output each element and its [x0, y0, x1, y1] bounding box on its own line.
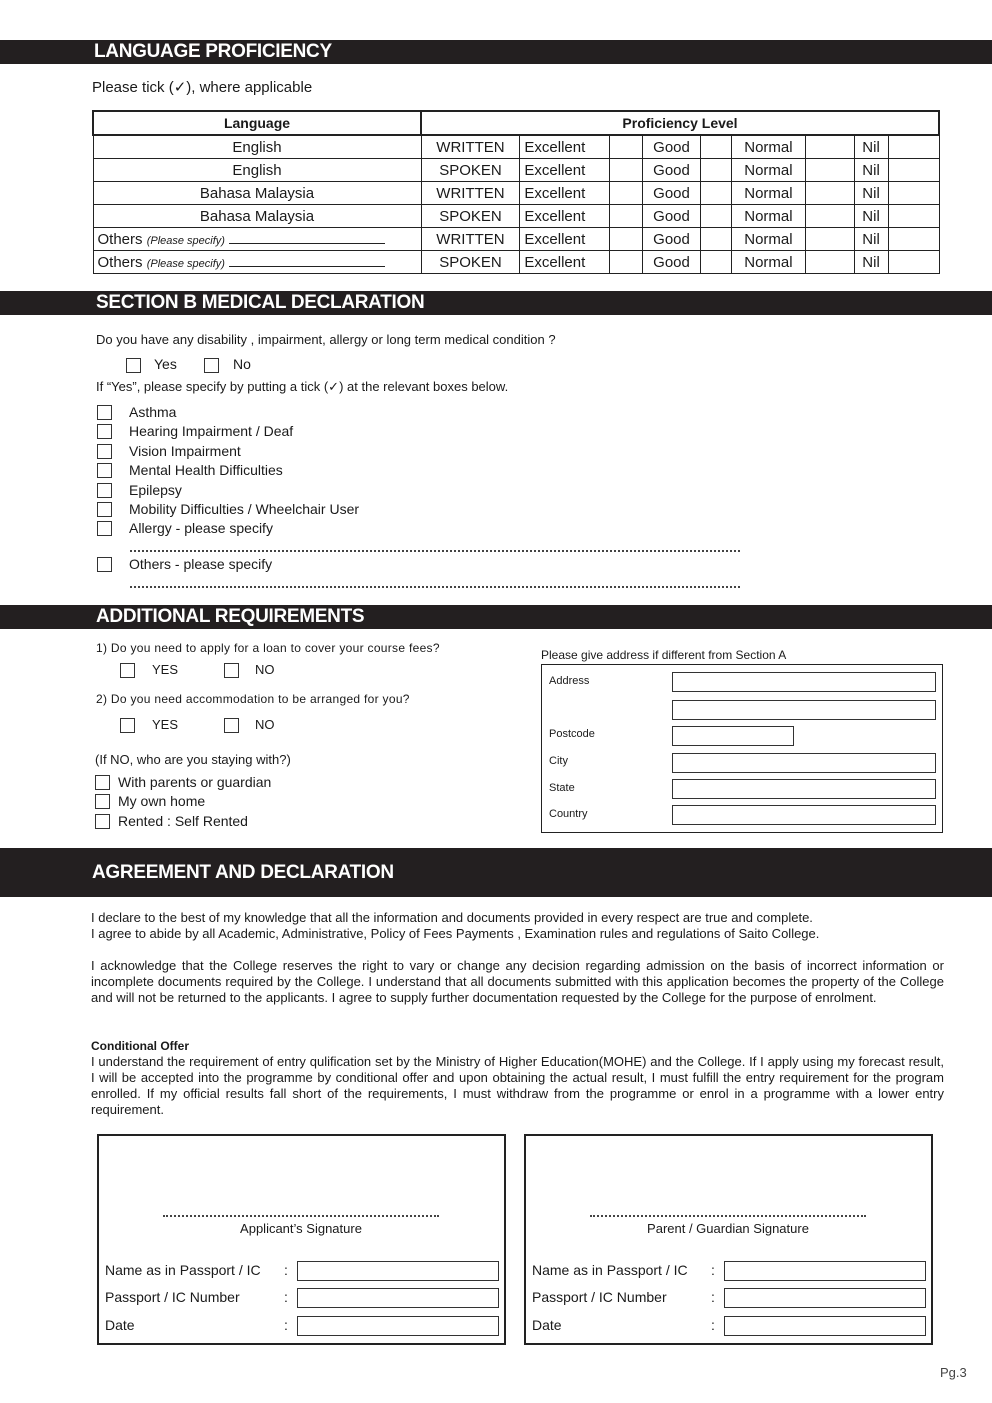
level-excellent-tick-box[interactable]	[609, 135, 642, 159]
state-label: State	[549, 782, 575, 794]
level-good-tick-box[interactable]	[701, 182, 732, 205]
declaration-line: I agree to abide by all Academic, Administrative, Policy of Fees Payments , Examination rules and regulations of Saito College.	[91, 926, 820, 941]
declaration-paragraph-1	[91, 910, 944, 942]
address-line1-input[interactable]	[672, 672, 936, 692]
accommodation-yes-checkbox[interactable]	[120, 718, 135, 733]
level-label: Good	[642, 228, 700, 251]
address-title: Please give address if different from Section A	[541, 648, 787, 662]
page-number: Pg.3	[940, 1365, 967, 1380]
guardian-name-input[interactable]	[724, 1261, 926, 1281]
language-cell	[93, 159, 421, 182]
language-name: English	[232, 138, 282, 156]
table-row	[93, 251, 939, 274]
condition-label: Mobility Difficulties / Wheelchair User	[129, 501, 360, 517]
no-label: NO	[255, 662, 275, 677]
level-label: Excellent	[520, 228, 609, 251]
section-title: AGREEMENT AND DECLARATION	[92, 862, 394, 883]
level-normal-tick-box[interactable]	[805, 182, 854, 205]
yes-label: YES	[152, 717, 179, 732]
guardian-signature-box	[524, 1134, 933, 1345]
staying-question: (If NO, who are you staying with?)	[95, 752, 291, 767]
guardian-signature-line[interactable]	[590, 1215, 866, 1217]
colon: :	[284, 1317, 288, 1333]
level-excellent-tick-box[interactable]	[609, 228, 642, 251]
medical-instruction: If “Yes”, please specify by putting a tick (✓) at the relevant boxes below.	[96, 379, 509, 394]
staying-label: My own home	[118, 793, 206, 810]
section-header-additional	[0, 605, 992, 629]
mode-cell: WRITTEN	[421, 135, 520, 159]
table-row	[93, 159, 939, 182]
level-good-tick-box[interactable]	[701, 205, 732, 228]
tick-instruction: Please tick (✓), where applicable	[92, 79, 313, 96]
condition-label: Asthma	[129, 404, 177, 420]
declaration-paragraph-2: I acknowledge that the College reserves the right to vary or change any decision regarding admission on the basis of incorrect information or incomplete documents required by the College. I understand that all documents submitted with this application becomes the property of the College and will not be returned to the applicants. I agree to supply further documentation requested by the College for the purpose of enrolment.	[91, 958, 944, 1005]
condition-checkbox[interactable]	[97, 444, 112, 459]
condition-label: Hearing Impairment / Deaf	[129, 423, 294, 440]
level-label: Good	[642, 205, 700, 228]
level-label: Normal	[732, 228, 805, 251]
language-cell	[93, 251, 421, 274]
country-label: Country	[549, 808, 588, 820]
loan-no-checkbox[interactable]	[224, 663, 239, 678]
level-excellent-tick-box[interactable]	[609, 205, 642, 228]
medical-yes-checkbox[interactable]	[126, 358, 141, 373]
conditional-offer-paragraph: I understand the requirement of entry qulification set by the Ministry of Higher Education(MOHE) and the College. If I apply using my forecast result, I will be accepted into the programme by conditional offer and upon obtaining the actual result, I must fulfill the entry requirement for the program enrolled. If my official results fall short of the requirements, I must withdraw from the programme or enrol in a programme with a lower entry requirement.	[91, 1054, 944, 1117]
level-good-tick-box[interactable]	[701, 228, 732, 251]
ic-number-label: Passport / IC Number	[105, 1289, 240, 1305]
no-label: No	[233, 356, 251, 372]
language-name: Bahasa Malaysia	[199, 184, 315, 202]
section-title: LANGUAGE PROFICIENCY	[94, 41, 332, 62]
ic-number-label: Passport / IC Number	[532, 1289, 667, 1305]
name-label: Name as in Passport / IC	[532, 1262, 688, 1278]
level-label: Nil	[854, 205, 888, 228]
language-name: English	[232, 161, 282, 179]
language-cell	[93, 135, 421, 159]
colon: :	[711, 1317, 715, 1333]
specify-note: (Please specify)	[146, 234, 225, 247]
condition-label: Allergy - please specify	[129, 520, 273, 537]
level-nil-tick-box[interactable]	[888, 228, 939, 251]
level-nil-tick-box[interactable]	[888, 182, 939, 205]
level-label: Normal	[732, 159, 805, 182]
condition-checkbox[interactable]	[97, 424, 112, 439]
loan-yes-checkbox[interactable]	[120, 663, 135, 678]
staying-checkbox[interactable]	[95, 775, 110, 790]
section-title: ADDITIONAL REQUIREMENTS	[96, 606, 365, 627]
level-label: Nil	[854, 135, 888, 159]
country-input[interactable]	[672, 805, 936, 825]
mode-cell: SPOKEN	[421, 205, 520, 228]
loan-question: 1) Do you need to apply for a loan to cover your course fees?	[96, 641, 440, 655]
date-label: Date	[105, 1317, 135, 1333]
level-excellent-tick-box[interactable]	[609, 251, 642, 274]
level-excellent-tick-box[interactable]	[609, 182, 642, 205]
guardian-signature-label: Parent / Guardian Signature	[647, 1221, 809, 1236]
level-nil-tick-box[interactable]	[888, 205, 939, 228]
table-row	[93, 205, 939, 228]
section-header-language	[0, 40, 992, 64]
level-label: Normal	[732, 251, 805, 274]
yes-label: YES	[152, 662, 179, 677]
colon: :	[711, 1289, 715, 1305]
postcode-label: Postcode	[549, 728, 595, 740]
level-label: Excellent	[520, 205, 609, 228]
mode-cell: SPOKEN	[421, 251, 520, 274]
others-label: Others - please specify	[129, 556, 273, 572]
level-label: Nil	[854, 159, 888, 182]
medical-question: Do you have any disability , impairment, allergy or long term medical condition ?	[96, 332, 556, 347]
declaration-line: I declare to the best of my knowledge that all the information and documents provided in every respect are true and complete.	[91, 910, 813, 925]
level-normal-tick-box[interactable]	[805, 159, 854, 182]
staying-label: Rented : Self Rented	[118, 812, 248, 829]
level-label: Nil	[854, 251, 888, 274]
condition-checkbox[interactable]	[97, 405, 112, 420]
level-normal-tick-box[interactable]	[805, 251, 854, 274]
colon: :	[711, 1262, 715, 1278]
others-checkbox[interactable]	[97, 557, 112, 572]
condition-checkbox[interactable]	[97, 483, 112, 498]
condition-checkbox[interactable]	[97, 521, 112, 536]
level-label: Excellent	[520, 251, 609, 274]
applicant-signature-label: Applicant’s Signature	[240, 1221, 362, 1236]
section-header-medical	[0, 291, 992, 315]
accommodation-no-checkbox[interactable]	[224, 718, 239, 733]
specify-input[interactable]	[229, 231, 385, 244]
level-label: Nil	[854, 182, 888, 205]
mode-cell: WRITTEN	[421, 182, 520, 205]
no-label: NO	[255, 717, 275, 732]
level-label: Good	[642, 251, 700, 274]
accommodation-question: 2) Do you need accommodation to be arranged for you?	[96, 692, 410, 706]
applicant-ic-number-input[interactable]	[297, 1288, 499, 1308]
header-language: Language	[93, 111, 421, 135]
name-label: Name as in Passport / IC	[105, 1262, 261, 1278]
staying-checkbox[interactable]	[95, 814, 110, 829]
specify-note: (Please specify)	[146, 257, 225, 270]
section-header-agreement	[0, 848, 992, 897]
conditional-offer-title: Conditional Offer	[91, 1039, 189, 1053]
condition-label: Mental Health Difficulties	[129, 462, 283, 479]
level-good-tick-box[interactable]	[701, 251, 732, 274]
condition-label: Epilepsy	[129, 481, 182, 498]
language-name: Others	[97, 253, 143, 271]
city-input[interactable]	[672, 753, 936, 773]
level-label: Good	[642, 135, 700, 159]
level-excellent-tick-box[interactable]	[609, 159, 642, 182]
colon: :	[284, 1262, 288, 1278]
level-label: Excellent	[520, 135, 609, 159]
applicant-signature-box	[97, 1134, 506, 1345]
level-normal-tick-box[interactable]	[805, 205, 854, 228]
city-label: City	[549, 755, 568, 767]
language-cell	[93, 228, 421, 251]
guardian-ic-number-input[interactable]	[724, 1288, 926, 1308]
language-name: Others	[97, 230, 143, 248]
mode-cell: SPOKEN	[421, 159, 520, 182]
applicant-date-input[interactable]	[297, 1316, 499, 1336]
level-label: Excellent	[520, 159, 609, 182]
applicant-name-input[interactable]	[297, 1261, 499, 1281]
specify-input[interactable]	[229, 254, 385, 267]
level-label: Nil	[854, 228, 888, 251]
language-proficiency-table	[92, 110, 940, 274]
section-title: SECTION B MEDICAL DECLARATION	[96, 292, 425, 313]
level-normal-tick-box[interactable]	[805, 135, 854, 159]
language-name: Bahasa Malaysia	[199, 207, 315, 225]
address-label: Address	[549, 675, 590, 687]
yes-label: Yes	[154, 356, 177, 372]
table-row	[93, 182, 939, 205]
header-proficiency: Proficiency Level	[421, 111, 939, 135]
staying-label: With parents or guardian	[118, 774, 272, 790]
level-good-tick-box[interactable]	[701, 159, 732, 182]
address-line2-input[interactable]	[672, 700, 936, 720]
level-label: Normal	[732, 135, 805, 159]
table-row	[93, 228, 939, 251]
guardian-date-input[interactable]	[724, 1316, 926, 1336]
level-label: Good	[642, 182, 700, 205]
mode-cell: WRITTEN	[421, 228, 520, 251]
level-good-tick-box[interactable]	[701, 135, 732, 159]
condition-label: Vision Impairment	[129, 442, 241, 459]
condition-checkbox[interactable]	[97, 502, 112, 517]
language-cell	[93, 182, 421, 205]
staying-checkbox[interactable]	[95, 794, 110, 809]
others-specify-line[interactable]	[130, 586, 740, 588]
level-normal-tick-box[interactable]	[805, 228, 854, 251]
language-cell	[93, 205, 421, 228]
date-label: Date	[532, 1317, 562, 1333]
level-nil-tick-box[interactable]	[888, 159, 939, 182]
postcode-input[interactable]	[672, 726, 794, 746]
colon: :	[284, 1289, 288, 1305]
applicant-signature-line[interactable]	[163, 1215, 439, 1217]
level-nil-tick-box[interactable]	[888, 135, 939, 159]
level-label: Excellent	[520, 182, 609, 205]
medical-no-checkbox[interactable]	[204, 358, 219, 373]
level-nil-tick-box[interactable]	[888, 251, 939, 274]
level-label: Normal	[732, 182, 805, 205]
state-input[interactable]	[672, 779, 936, 799]
table-row	[93, 135, 939, 159]
level-label: Normal	[732, 205, 805, 228]
level-label: Good	[642, 159, 700, 182]
condition-checkbox[interactable]	[97, 463, 112, 478]
allergy-specify-line[interactable]	[130, 550, 740, 552]
